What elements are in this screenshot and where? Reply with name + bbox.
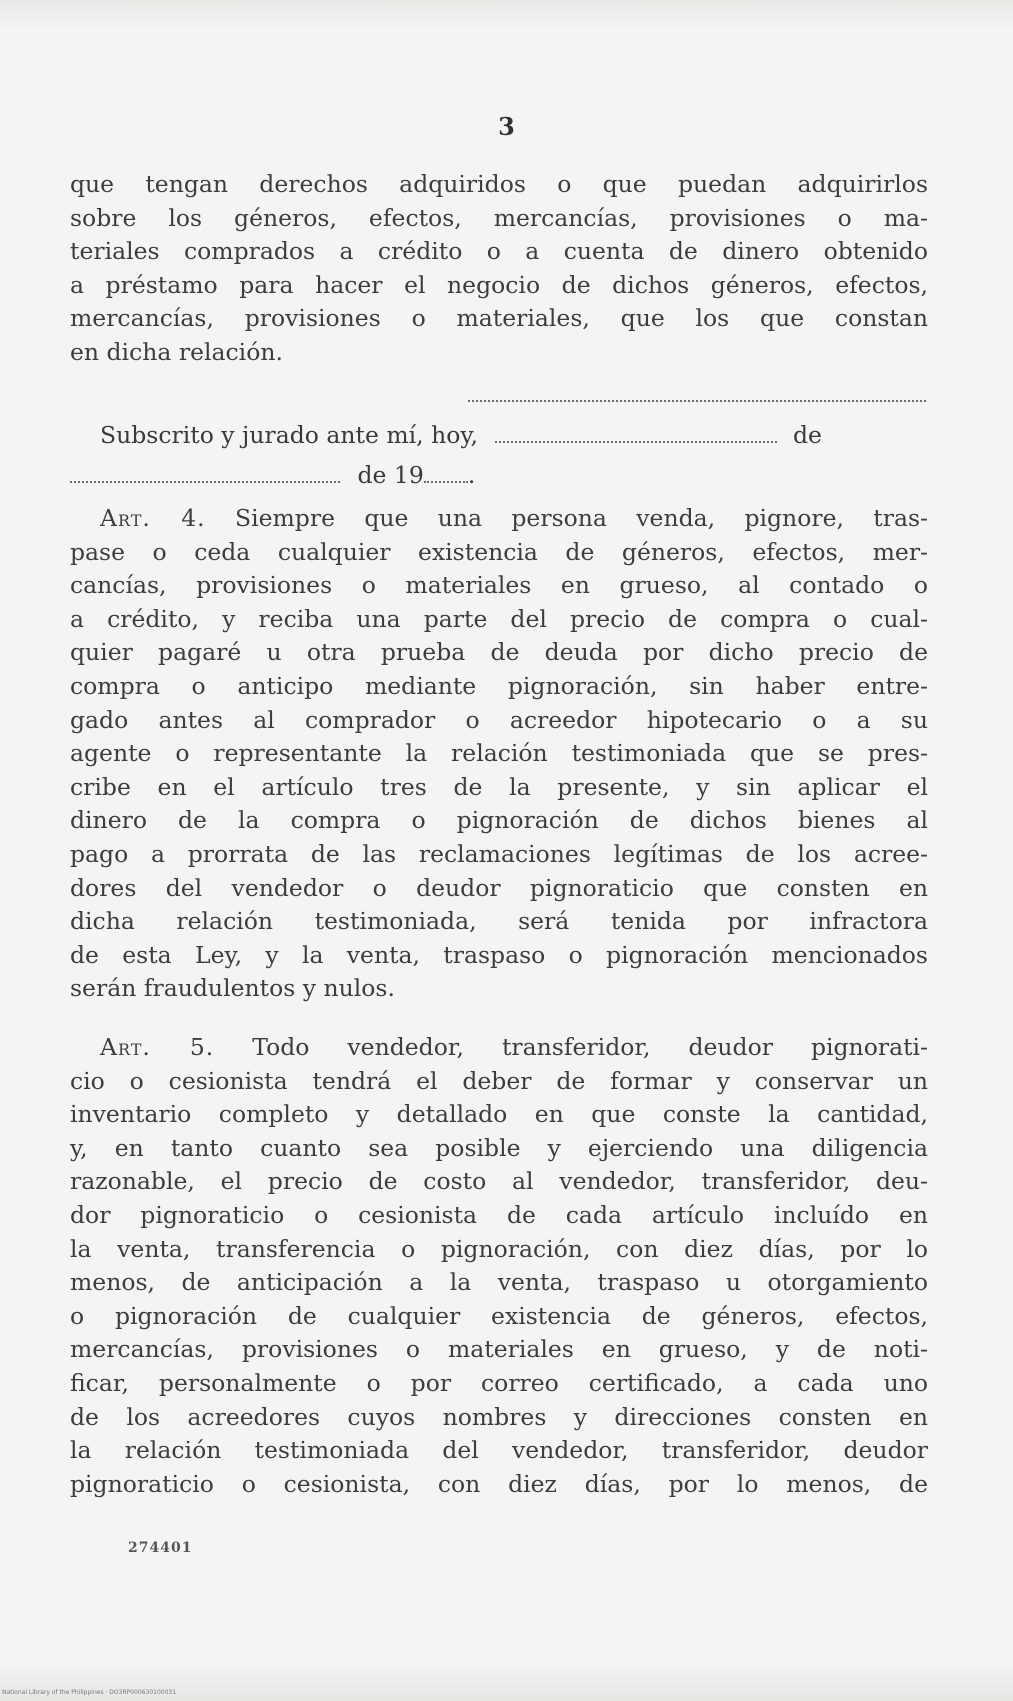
text-line: inventario completo y detallado en que conste la cantidad, bbox=[70, 1100, 928, 1129]
text-line: dor pignoraticio o cesionista de cada artículo incluído en bbox=[70, 1200, 928, 1229]
text-line: o pignoración de cualquier existencia de géneros, efectos, bbox=[70, 1301, 928, 1330]
article-label: Art. 4. bbox=[100, 504, 206, 532]
text-line: razonable, el precio de costo al vendedor, transferidor, deu- bbox=[70, 1167, 928, 1196]
text-line: Art. 5. Todo vendedor, transferidor, deudor pignorati- bbox=[100, 1033, 928, 1061]
text-line: gado antes al comprador o acreedor hipotecario o a su bbox=[70, 705, 928, 734]
text-line: pase o ceda cualquier existencia de géneros, efectos, mer- bbox=[70, 537, 928, 566]
article-5 bbox=[70, 1031, 928, 1501]
text-line: menos, de anticipación a la venta, traspaso u otorgamiento bbox=[70, 1268, 928, 1297]
subscrito-text: Subscrito y jurado ante mí, hoy, bbox=[100, 421, 478, 449]
text-line: teriales comprados a crédito o a cuenta de dinero obtenido bbox=[70, 237, 928, 265]
year-text: de 19 bbox=[357, 461, 424, 489]
subscrito-line bbox=[100, 418, 928, 452]
date-line bbox=[70, 458, 928, 492]
paragraph-continuation bbox=[70, 168, 928, 369]
text-line: pignoraticio o cesionista, con diez días, por lo menos, de bbox=[70, 1469, 928, 1498]
text-line: dicha relación testimoniada, será tenida por infractora bbox=[70, 907, 928, 936]
text-line: cribe en el artículo tres de la presente, y sin aplicar el bbox=[70, 772, 928, 801]
text-line: y, en tanto cuanto sea posible y ejerciendo una diligencia bbox=[70, 1133, 928, 1162]
text-line: cio o cesionista tendrá el deber de formar y conservar un bbox=[70, 1066, 928, 1095]
text-line: dinero de la compra o pignoración de dichos bienes al bbox=[70, 806, 928, 835]
text-line: de esta Ley, y la venta, traspaso o pignoración mencionados bbox=[70, 940, 928, 969]
month-blank bbox=[70, 467, 340, 483]
text-line: mercancías, provisiones o materiales en grueso, y de noti- bbox=[70, 1335, 928, 1364]
printer-signature-code: 274401 bbox=[128, 1540, 193, 1556]
text-line: serán fraudulentos y nulos. bbox=[70, 974, 395, 1003]
text-line: la venta, transferencia o pignoración, con diez días, por lo bbox=[70, 1234, 928, 1263]
text-line: agente o representante la relación testimoniada que se pres- bbox=[70, 739, 928, 768]
signature-dotted-line bbox=[468, 398, 926, 402]
text-line: Art. 4. Siempre que una persona venda, pignore, tras- bbox=[100, 504, 928, 532]
footer-credit: National Library of the Philippines · DO3RP000630100031 bbox=[2, 1689, 177, 1696]
text-line: la relación testimoniada del vendedor, transferidor, deudor bbox=[70, 1436, 928, 1465]
text-line: que tengan derechos adquiridos o que puedan adquirirlos bbox=[70, 170, 928, 198]
text-line: a préstamo para hacer el negocio de dichos géneros, efectos, bbox=[70, 270, 928, 299]
article-label: Art. 5. bbox=[100, 1033, 215, 1061]
text-line: cancías, provisiones o materiales en grueso, al contado o bbox=[70, 571, 928, 600]
text-line: pago a prorrata de las reclamaciones legítimas de los acree- bbox=[70, 839, 928, 868]
text-line: de los acreedores cuyos nombres y direcciones consten en bbox=[70, 1402, 928, 1431]
year-blank bbox=[424, 467, 468, 483]
text-line: mercancías, provisiones o materiales, que los que constan bbox=[70, 304, 928, 332]
article-4 bbox=[70, 502, 928, 1006]
text-line: dores del vendedor o deudor pignoraticio que consten en bbox=[70, 873, 928, 902]
text-line: en dicha relación. bbox=[70, 337, 283, 366]
de-text: de bbox=[792, 421, 822, 449]
text-line: compra o anticipo mediante pignoración, sin haber entre- bbox=[70, 671, 928, 700]
date-end: . bbox=[467, 461, 476, 489]
text-line: sobre los géneros, efectos, mercancías, provisiones o ma- bbox=[70, 203, 928, 232]
page-number: 3 bbox=[498, 112, 515, 141]
text-line: quier pagaré u otra prueba de deuda por dicho precio de bbox=[70, 638, 928, 667]
text-line: a crédito, y reciba una parte del precio de compra o cual- bbox=[70, 604, 928, 633]
text-line: ficar, personalmente o por correo certificado, a cada uno bbox=[70, 1368, 928, 1397]
day-blank bbox=[495, 427, 777, 443]
